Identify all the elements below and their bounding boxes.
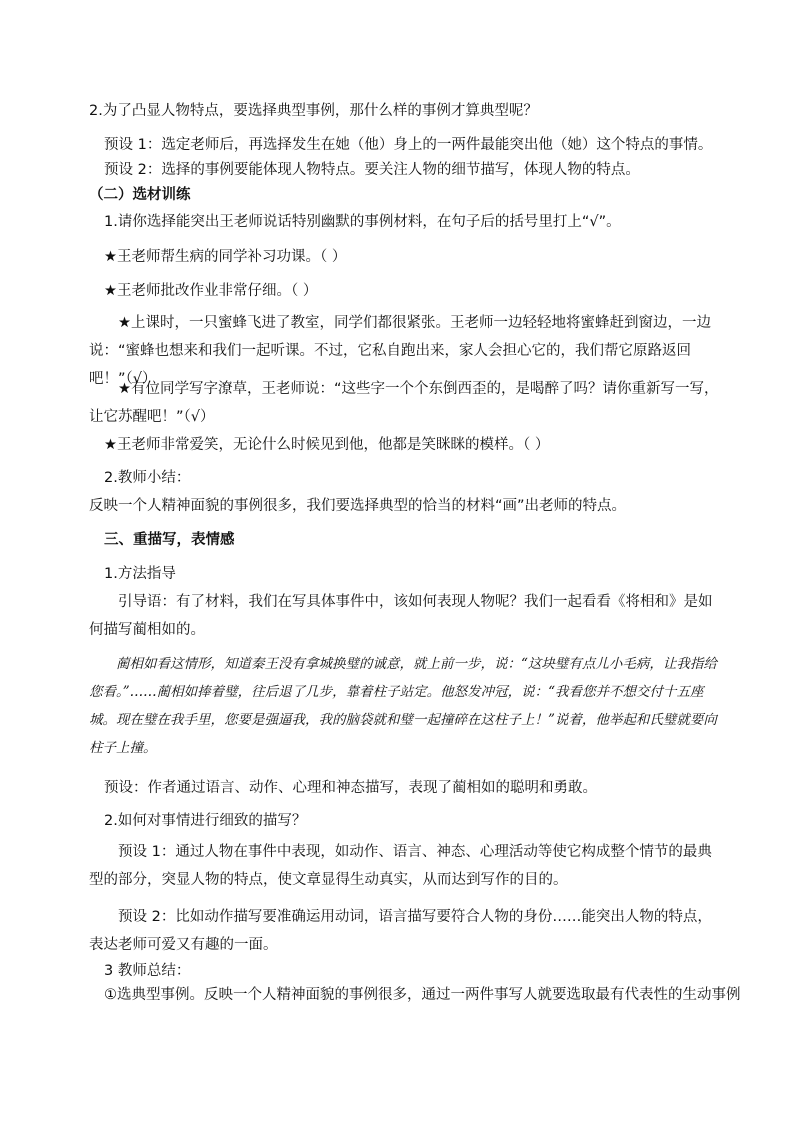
teacher-summary: 反映一个人精神面貌的事例很多，我们要选择典型的恰当的材料“画”出老师的特点。 <box>89 498 627 514</box>
preset-3: 预设 1：通过人物在事件中表现，如动作、语言、神态、心理活动等使它构成整个情节的最典型的部分，突显人物的特点，使文章显得生动真实，从而达到写作的目的。 <box>89 844 712 888</box>
conclusion-item-1: ①选典型事例。反映一个人精神面貌的事例很多，通过一两件事写人就要选取最有代表性的生动事例 <box>104 987 741 1003</box>
task-1: 1.请你选择能突出王老师说话特别幽默的事例材料，在句子后的括号里打上“√”。 <box>104 214 621 230</box>
option-4: ★有位同学写字潦草，王老师说：“这些字一个个东倒西歪的，是喝醉了吗？请你重新写一写，让它苏醒吧！”（√） <box>89 381 719 425</box>
preset-2: 预设 2：选择的事例要能体现人物特点。要关注人物的细节描写，体现人物的特点。 <box>104 162 640 178</box>
preset-analysis: 预设：作者通过语言、动作、心理和神态描写，表现了蔺相如的聪明和勇敢。 <box>104 780 597 796</box>
question-2: 2.为了凸显人物特点，要选择典型事例，那什么样的事例才算典型呢？ <box>89 103 538 119</box>
quote-passage: 蔺相如看这情形，知道秦王没有拿城换璧的诚意，就上前一步，说：“这块璧有点儿小毛病，让我指给您看。”……蔺相如捧着璧，往后退了几步，靠着柱子站定。他怒发冲冠，说：“我看您并不想交付十五座城。现在璧在我手里，您要是强逼我，我的脑袋就和璧一起撞碎在这柱子上！”说着，他举起和氏璧就要向柱子上撞。 <box>89 656 717 756</box>
preset-4: 预设 2：比如动作描写要准确运用动词，语言描写要符合人物的身份……能突出人物的特点，表达老师可爱又有趣的一面。 <box>89 909 712 953</box>
section-heading-material-training: （二）选材训练 <box>89 187 191 203</box>
option-1: ★王老师帮生病的同学补习功课。（ ） <box>104 249 347 265</box>
guide-text: 引导语：有了材料，我们在写具体事件中，该如何表现人物呢？我们一起看看《将相和》是如何描写蔺相如的。 <box>89 594 713 638</box>
section-heading-description: 三、重描写，表情感 <box>104 532 235 548</box>
option-3: ★上课时，一只蜜蜂飞进了教室，同学们都很紧张。王老师一边轻轻地将蜜蜂赶到窗边，一边说：“蜜蜂也想来和我们一起听课。不过，它私自跑出来，家人会担心它的，我们帮它原路返回吧！”（√） <box>89 315 711 387</box>
option-2: ★王老师批改作业非常仔细。（ ） <box>104 283 318 299</box>
option-5: ★王老师非常爱笑，无论什么时候见到他，他都是笑眯眯的模样。（ ） <box>104 437 550 453</box>
preset-1: 预设 1：选定老师后，再选择发生在她（他）身上的一两件最能突出他（她）这个特点的事情。 <box>104 137 713 153</box>
teacher-conclusion-heading: 3 教师总结： <box>104 963 191 979</box>
question-3: 2.如何对事情进行细致的描写？ <box>104 813 307 829</box>
teacher-summary-heading: 2.教师小结： <box>104 470 191 486</box>
method-guidance: 1.方法指导 <box>104 566 176 582</box>
